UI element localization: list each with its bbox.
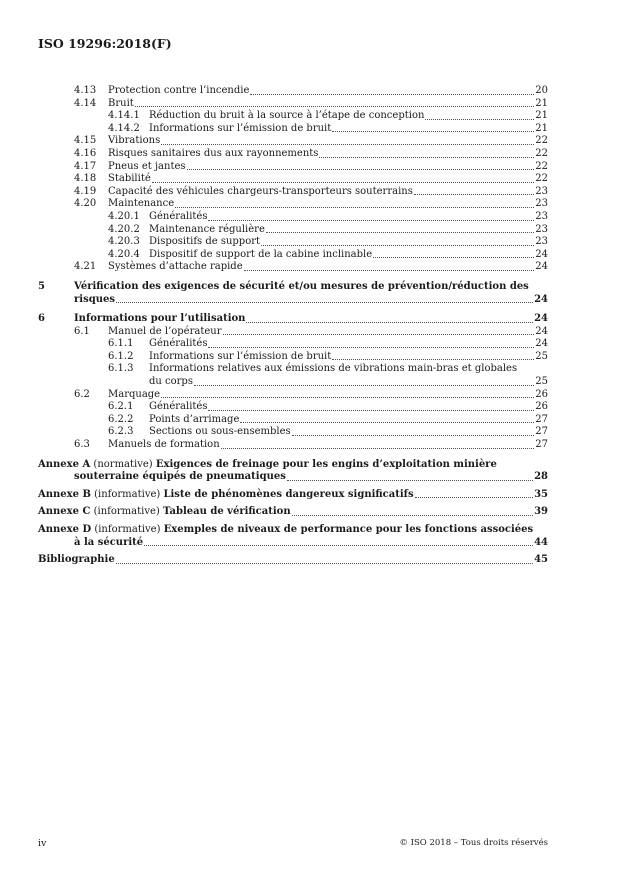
toc-number: 4.18 — [74, 173, 97, 185]
toc-leader — [373, 257, 534, 258]
annex-title-continued: souterraine équipés de pneumatiques — [74, 471, 286, 483]
toc-title: Sections ou sous-ensembles — [149, 426, 291, 438]
annex-kind: (informative) — [93, 506, 160, 518]
toc-entry[interactable] — [38, 414, 548, 427]
toc-entry[interactable] — [38, 211, 548, 224]
annex-kind: (informative) — [94, 488, 161, 500]
annex-label: Annexe B — [38, 488, 91, 500]
toc-page: 35 — [534, 488, 548, 500]
toc-page: 23 — [535, 198, 548, 210]
toc-title: Pneus et jantes — [108, 160, 186, 172]
toc-page: 24 — [535, 261, 548, 273]
toc-annex-entry[interactable] — [38, 506, 548, 519]
toc-number: 4.20.3 — [108, 236, 140, 248]
toc-page: 44 — [534, 536, 548, 548]
toc-page: 22 — [535, 160, 548, 172]
document-header: ISO 19296:2018(F) — [38, 36, 172, 51]
toc-entry[interactable] — [38, 123, 548, 136]
toc-page: 24 — [535, 248, 548, 260]
toc-page: 23 — [535, 236, 548, 248]
toc-leader — [425, 119, 534, 120]
toc-page: 24 — [535, 338, 548, 350]
toc-leader — [175, 207, 534, 208]
toc-number: 6.1.2 — [108, 350, 134, 362]
toc-leader — [152, 182, 535, 183]
toc-page: 23 — [535, 223, 548, 235]
toc-title: Informations relatives aux émissions de vibrations main-bras et globales — [149, 363, 518, 375]
toc-page: 25 — [535, 350, 548, 362]
toc-entry[interactable] — [38, 135, 548, 148]
toc-title: Informations pour l’utilisation — [74, 313, 246, 325]
toc-page: 24 — [534, 293, 548, 305]
toc-entry[interactable] — [38, 173, 548, 186]
toc-leader — [240, 422, 534, 423]
toc-leader — [187, 169, 535, 170]
toc-title: Manuel de l’opérateur — [108, 325, 222, 337]
toc-entry[interactable] — [38, 224, 548, 237]
toc-leader — [250, 94, 534, 95]
toc-leader — [261, 245, 534, 246]
toc-leader — [292, 435, 535, 436]
footer-page-number: iv — [38, 838, 47, 849]
toc-number: 6.2 — [74, 388, 90, 400]
toc-leader — [194, 385, 534, 386]
toc-leader — [221, 448, 535, 449]
toc-page: 24 — [535, 325, 548, 337]
toc-page: 27 — [535, 426, 548, 438]
toc-title: Systèmes d’attache rapide — [108, 261, 243, 273]
toc-title: Informations sur l’émission de bruit — [149, 350, 332, 362]
toc-number: 4.13 — [74, 85, 97, 96]
toc-page: 22 — [535, 173, 548, 185]
toc-entry[interactable] — [38, 281, 548, 306]
annex-title: Exemples de niveaux de performance pour les fonctions associées — [163, 524, 534, 535]
toc-title: Stabilité — [108, 173, 151, 185]
toc-number: 4.17 — [74, 160, 97, 172]
toc-entry[interactable] — [38, 198, 548, 211]
toc-entry[interactable] — [38, 351, 548, 364]
toc-leader — [208, 347, 534, 348]
toc-entry[interactable] — [38, 261, 548, 274]
toc-title: Généralités — [149, 210, 208, 222]
toc-title-continued: du corps — [149, 376, 193, 388]
toc-page: 27 — [535, 413, 548, 425]
toc-leader — [287, 480, 533, 481]
toc-entry[interactable] — [38, 110, 548, 123]
toc-title: Points d’arrimage — [149, 413, 240, 425]
toc-entry[interactable] — [38, 249, 548, 262]
toc-number: 4.21 — [74, 261, 97, 273]
toc-title: Généralités — [149, 401, 208, 413]
toc-page: 21 — [535, 122, 548, 134]
toc-page: 24 — [534, 313, 548, 325]
toc-entry[interactable] — [38, 401, 548, 414]
toc-leader — [332, 131, 534, 132]
annex-kind: (informative) — [94, 524, 161, 535]
toc-number: 6.1 — [74, 325, 90, 337]
toc-title-continued: risques — [74, 293, 115, 305]
toc-leader — [161, 397, 534, 398]
toc-page: 23 — [535, 210, 548, 222]
toc-leader — [208, 410, 534, 411]
annex-title: Tableau de vérification — [162, 506, 291, 518]
toc-title: Dispositifs de support — [149, 236, 261, 248]
toc-page: 26 — [535, 401, 548, 413]
toc-title: Bruit — [108, 97, 134, 109]
annex-title-continued: à la sécurité — [74, 536, 144, 548]
toc-page: 20 — [535, 85, 548, 96]
toc-leader — [414, 194, 534, 195]
toc-number: 4.15 — [74, 135, 97, 147]
toc-leader — [135, 106, 534, 107]
toc-entry[interactable] — [38, 338, 548, 351]
toc-annex-entry[interactable] — [38, 459, 548, 484]
toc-number: 6.2.2 — [108, 413, 134, 425]
toc-leader — [116, 563, 533, 564]
toc-entry[interactable] — [38, 363, 548, 388]
toc-leader — [208, 220, 534, 221]
annex-label: Annexe D — [38, 524, 92, 535]
toc-number: 4.14 — [74, 97, 97, 109]
toc-leader — [144, 545, 533, 546]
toc-title: Manuels de formation — [108, 439, 220, 451]
table-of-contents — [38, 85, 548, 567]
toc-title: Vérification des exigences de sécurité et/ou mesures de prévention/réduction des — [74, 280, 529, 292]
toc-number: 4.20.1 — [108, 210, 140, 222]
toc-number: 6.2.3 — [108, 426, 134, 438]
toc-title: Maintenance — [108, 198, 175, 210]
toc-leader — [223, 334, 535, 335]
toc-number: 6.1.1 — [108, 338, 134, 350]
toc-page: 22 — [535, 147, 548, 159]
toc-title: Dispositif de support de la cabine inclinable — [149, 248, 373, 260]
toc-title: Bibliographie — [38, 554, 115, 566]
toc-title: Réduction du bruit à la source à l’étape de conception — [149, 110, 425, 122]
toc-number: 4.14.2 — [108, 122, 140, 134]
toc-page: 23 — [535, 185, 548, 197]
toc-entry-bibliography[interactable] — [38, 554, 548, 567]
toc-leader — [116, 302, 533, 303]
toc-entry[interactable] — [38, 389, 548, 402]
toc-title: Risques sanitaires dus aux rayonnements — [108, 147, 319, 159]
toc-page: 22 — [535, 135, 548, 147]
toc-page: 21 — [535, 97, 548, 109]
toc-number: 6.1.3 — [108, 363, 134, 375]
toc-number: 4.16 — [74, 147, 97, 159]
toc-entry[interactable] — [38, 439, 548, 452]
footer-copyright: © ISO 2018 – Tous droits réservés — [399, 838, 548, 848]
toc-title: Vibrations — [108, 135, 161, 147]
toc-number: 6.2.1 — [108, 401, 134, 413]
toc-leader — [415, 497, 533, 498]
toc-title: Maintenance régulière — [149, 223, 265, 235]
toc-number: 4.20.4 — [108, 248, 140, 260]
toc-leader — [292, 515, 533, 516]
toc-leader — [244, 270, 535, 271]
toc-page: 27 — [535, 439, 548, 451]
toc-leader — [332, 359, 534, 360]
toc-entry[interactable] — [38, 186, 548, 199]
toc-leader — [246, 322, 533, 323]
toc-entry[interactable] — [38, 85, 548, 98]
toc-page: 25 — [535, 376, 548, 388]
toc-title: Informations sur l’émission de bruit — [149, 122, 332, 134]
toc-entry[interactable] — [38, 98, 548, 111]
toc-page: 21 — [535, 110, 548, 122]
annex-title: Exigences de freinage pour les engins d’exploitation minière — [155, 458, 497, 470]
toc-entry[interactable] — [38, 326, 548, 339]
annex-label: Annexe A — [38, 458, 91, 470]
annex-title: Liste de phénomènes dangereux significatifs — [163, 488, 414, 500]
toc-title: Protection contre l’incendie — [108, 85, 250, 96]
toc-number: 4.14.1 — [108, 110, 140, 122]
toc-entry[interactable] — [38, 426, 548, 439]
toc-page: 45 — [534, 554, 548, 566]
toc-entry[interactable] — [38, 148, 548, 161]
toc-leader — [161, 144, 534, 145]
toc-number: 6 — [38, 313, 45, 325]
toc-annex-entry[interactable] — [38, 489, 548, 502]
toc-number: 4.20.2 — [108, 223, 140, 235]
toc-title: Capacité des véhicules chargeurs-transporteurs souterrains — [108, 185, 413, 197]
toc-number: 5 — [38, 280, 45, 292]
annex-label: Annexe C — [38, 506, 91, 518]
toc-entry[interactable] — [38, 313, 548, 326]
toc-page: 26 — [535, 388, 548, 400]
toc-leader — [266, 232, 534, 233]
toc-annex-entry[interactable] — [38, 524, 548, 549]
toc-page: 39 — [534, 506, 548, 518]
toc-number: 6.3 — [74, 439, 90, 451]
toc-number: 4.19 — [74, 185, 97, 197]
toc-title: Marquage — [108, 388, 161, 400]
toc-entry[interactable] — [38, 236, 548, 249]
toc-title: Généralités — [149, 338, 208, 350]
toc-entry[interactable] — [38, 161, 548, 174]
annex-kind: (normative) — [93, 458, 153, 470]
toc-page: 28 — [534, 471, 548, 483]
toc-number: 4.20 — [74, 198, 97, 210]
toc-leader — [319, 157, 534, 158]
